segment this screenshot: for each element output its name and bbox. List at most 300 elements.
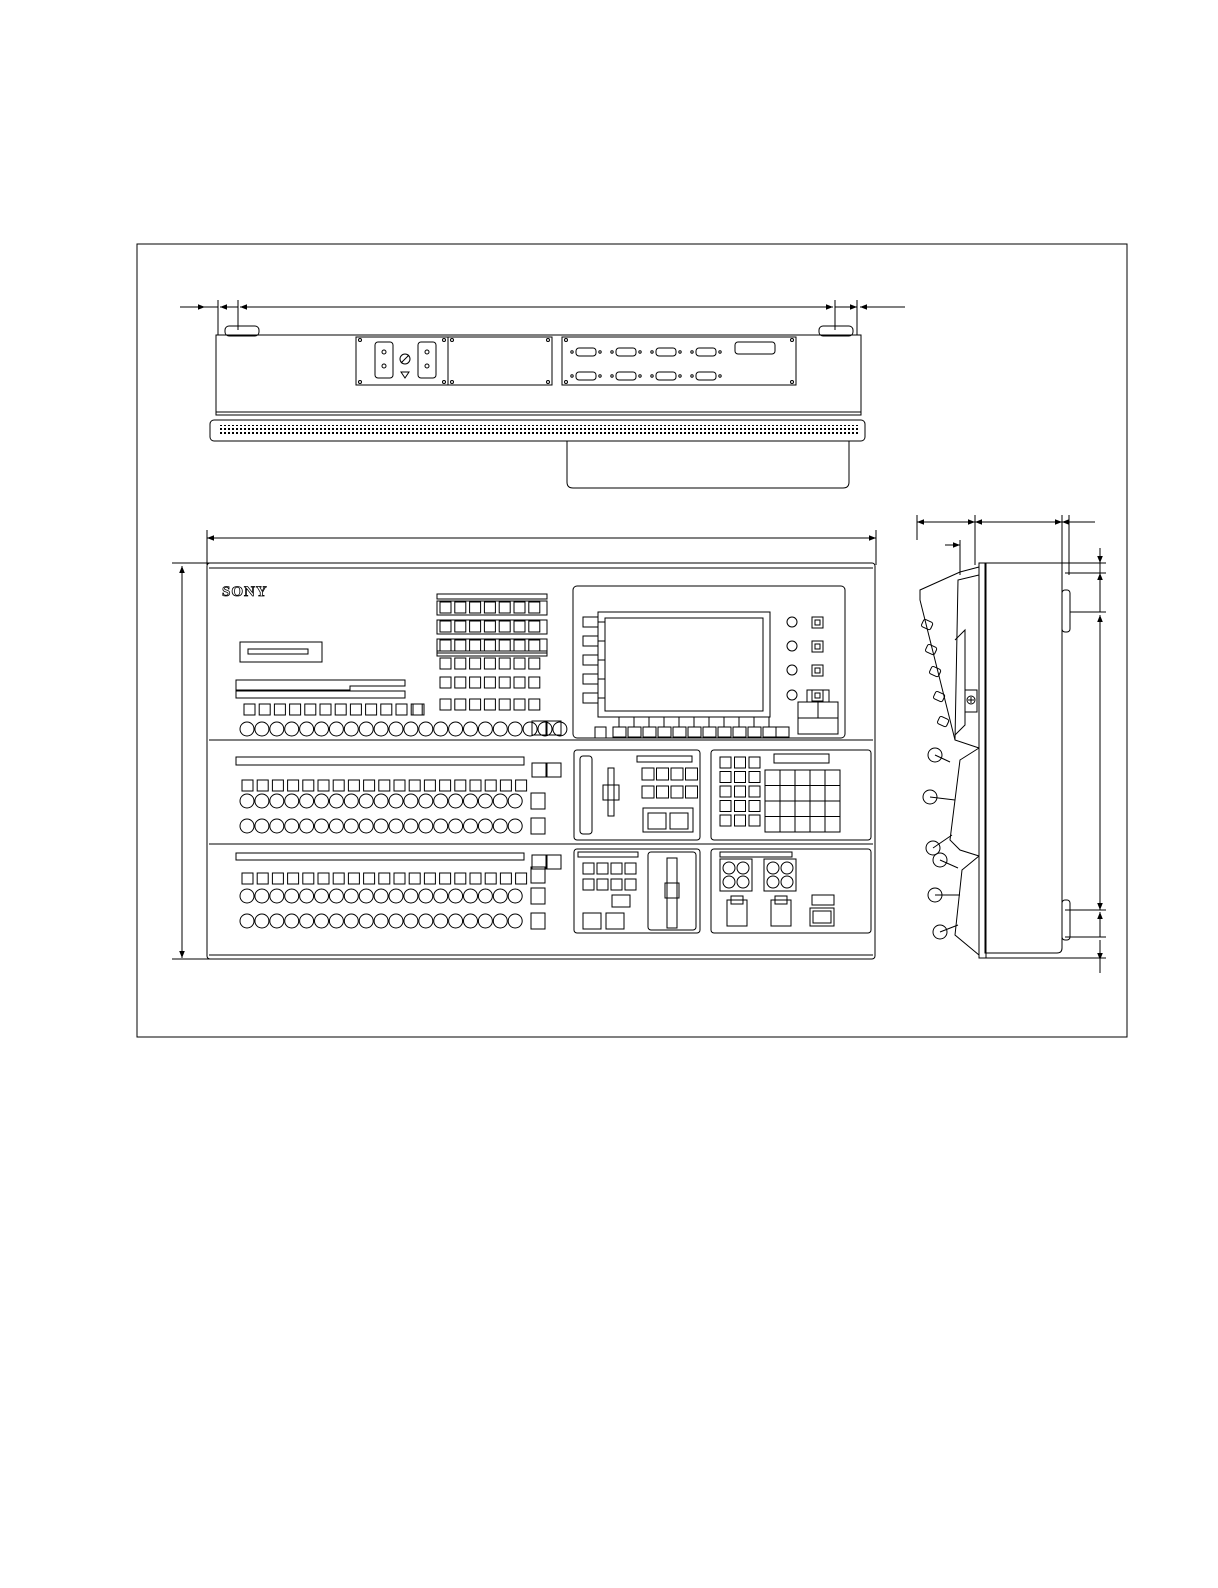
delegation-button xyxy=(424,780,435,791)
crosspoint-button xyxy=(270,722,284,736)
keyer-button xyxy=(455,677,466,688)
keyer-button xyxy=(470,602,481,613)
crosspoint-button xyxy=(300,794,314,808)
crosspoint-button xyxy=(389,722,403,736)
crosspoint-button xyxy=(464,722,478,736)
data-connector-panel xyxy=(562,337,796,385)
keyer-button xyxy=(499,621,510,632)
shift-button xyxy=(547,855,561,869)
crosspoint-button xyxy=(344,914,358,928)
transition-button xyxy=(611,879,622,890)
delegation-button xyxy=(320,704,331,715)
delegation-button xyxy=(500,780,511,791)
delegation-button xyxy=(333,780,344,791)
delegation-button xyxy=(272,780,283,791)
delegation-button xyxy=(396,704,407,715)
delegation-button xyxy=(409,873,420,884)
auto-trans-button xyxy=(670,813,688,829)
label-strip xyxy=(437,594,547,599)
crosspoint-button xyxy=(434,819,448,833)
menu-button xyxy=(812,617,823,628)
crosspoint-button xyxy=(315,722,329,736)
transition-button xyxy=(642,768,654,780)
softkey-button xyxy=(718,727,731,737)
delegation-button xyxy=(318,780,329,791)
transition-module-lower xyxy=(574,849,700,933)
keyer-button xyxy=(514,699,525,710)
delegation-button xyxy=(516,780,527,791)
keyer-button xyxy=(440,677,451,688)
rear-chassis xyxy=(216,335,861,415)
crosspoint-button xyxy=(404,819,418,833)
crosspoint-button xyxy=(449,819,463,833)
keyer-button xyxy=(529,658,540,669)
keyer-button xyxy=(440,621,451,632)
crosspoint-button xyxy=(449,889,463,903)
crosspoint-button xyxy=(359,722,373,736)
connector-screw xyxy=(719,375,721,377)
keyer-button xyxy=(499,602,510,613)
d-sub-connector xyxy=(696,372,716,380)
keyer-button xyxy=(484,677,495,688)
softkey-button xyxy=(643,727,656,737)
joystick-select-button xyxy=(723,876,735,888)
side-foot-bottom xyxy=(1062,900,1070,940)
crosspoint-button xyxy=(315,914,329,928)
menu-button-led xyxy=(815,644,820,649)
crosspoint-button xyxy=(374,722,388,736)
crosspoint-button xyxy=(419,819,433,833)
crosspoint-button xyxy=(240,889,254,903)
function-button xyxy=(735,801,746,812)
side-foot-top xyxy=(1062,590,1070,632)
crosspoint-button xyxy=(404,794,418,808)
delegation-button xyxy=(424,873,435,884)
delegation-button xyxy=(409,780,420,791)
transition-button xyxy=(657,768,669,780)
rear-width-dimension xyxy=(180,300,905,335)
brand-logo: SONY xyxy=(222,584,268,600)
transition-button xyxy=(625,863,636,874)
keyer-button xyxy=(514,602,525,613)
connector-screw xyxy=(691,351,693,353)
menu-button xyxy=(812,690,823,701)
function-button xyxy=(720,815,731,826)
transition-button xyxy=(642,786,654,798)
delegation-button xyxy=(274,704,285,715)
function-button xyxy=(749,772,760,783)
crosspoint-button xyxy=(404,889,418,903)
joystick-select-button xyxy=(737,876,749,888)
delegation-button xyxy=(350,704,361,715)
softkey-button xyxy=(628,727,641,737)
crosspoint-button xyxy=(374,914,388,928)
cut-button xyxy=(648,813,666,829)
crosspoint-button xyxy=(508,722,522,736)
d-sub-connector xyxy=(656,372,676,380)
joystick-select-button xyxy=(767,862,779,874)
delegation-button xyxy=(272,873,283,884)
crosspoint-button xyxy=(464,819,478,833)
transition-module-upper xyxy=(574,750,700,840)
connector-screw xyxy=(679,375,681,377)
keyer-button xyxy=(529,621,540,632)
transition-button xyxy=(597,863,608,874)
menu-button-led xyxy=(815,693,820,698)
joystick-select-button xyxy=(723,862,735,874)
menu-knob xyxy=(787,665,797,675)
keyer-button xyxy=(470,699,481,710)
crosspoint-button xyxy=(359,914,373,928)
function-button xyxy=(749,815,760,826)
crosspoint-button xyxy=(285,794,299,808)
connector-screw xyxy=(719,351,721,353)
crosspoint-button xyxy=(300,889,314,903)
crosspoint-button xyxy=(419,889,433,903)
crosspoint-button xyxy=(404,914,418,928)
menu-knob xyxy=(787,617,797,627)
connector-screw xyxy=(691,375,693,377)
lever-shaft xyxy=(930,797,955,800)
delegation-button xyxy=(335,704,346,715)
delegation-button xyxy=(366,704,377,715)
keyer-button xyxy=(455,640,466,651)
delegation-button xyxy=(318,873,329,884)
transition-button xyxy=(583,879,594,890)
menu-side-button xyxy=(583,693,598,703)
keyer-button xyxy=(529,677,540,688)
crosspoint-button xyxy=(553,722,567,736)
connector-screw xyxy=(611,351,613,353)
crosspoint-button xyxy=(538,722,552,736)
menu-knob xyxy=(787,690,797,700)
crosspoint-button xyxy=(240,819,254,833)
transition-button xyxy=(671,768,683,780)
crosspoint-button xyxy=(374,889,388,903)
delegation-button xyxy=(303,780,314,791)
transition-button xyxy=(671,786,683,798)
delegation-button xyxy=(455,873,466,884)
crosspoint-button xyxy=(270,914,284,928)
d-sub-connector xyxy=(616,372,636,380)
power-connector-panel xyxy=(356,337,552,385)
softkey-button xyxy=(688,727,701,737)
crosspoint-button xyxy=(478,914,492,928)
crosspoint-button xyxy=(285,889,299,903)
crosspoint-button xyxy=(464,889,478,903)
menu-side-button xyxy=(583,674,598,684)
crosspoint-button xyxy=(374,819,388,833)
transition-button xyxy=(612,895,630,907)
side-chassis xyxy=(985,563,1062,953)
menu-button xyxy=(812,641,823,652)
connector-screw xyxy=(611,375,613,377)
crosspoint-button xyxy=(434,889,448,903)
function-button xyxy=(720,801,731,812)
lcd-display xyxy=(598,612,770,717)
crosspoint-button xyxy=(240,722,254,736)
crosspoint-button xyxy=(329,914,343,928)
crosspoint-button xyxy=(493,722,507,736)
delegation-button xyxy=(379,780,390,791)
shift-button xyxy=(532,763,546,777)
transition-button xyxy=(583,863,594,874)
delegation-button xyxy=(244,704,255,715)
crosspoint-button xyxy=(329,819,343,833)
crosspoint-button xyxy=(434,914,448,928)
delegation-button xyxy=(303,873,314,884)
crosspoint-button xyxy=(240,794,254,808)
crosspoint-button xyxy=(344,794,358,808)
delegation-button xyxy=(288,873,299,884)
joystick-select-button xyxy=(781,862,793,874)
crosspoint-button xyxy=(240,914,254,928)
keyer-button xyxy=(514,658,525,669)
crosspoint-button xyxy=(449,914,463,928)
delegation-button xyxy=(242,780,253,791)
cut-button xyxy=(583,913,601,929)
d-sub-connector xyxy=(576,348,596,356)
crosspoint-button xyxy=(434,722,448,736)
crosspoint-button xyxy=(255,794,269,808)
crosspoint-button xyxy=(523,722,537,736)
crosspoint-button xyxy=(285,819,299,833)
function-button xyxy=(720,772,731,783)
crosspoint-button xyxy=(493,819,507,833)
side-knob xyxy=(929,666,941,677)
crosspoint-button xyxy=(300,914,314,928)
crosspoint-button xyxy=(389,889,403,903)
keyer-button xyxy=(470,677,481,688)
bus-button xyxy=(531,888,545,904)
menu-side-button xyxy=(583,636,598,646)
keyer-button xyxy=(455,621,466,632)
keyer-button xyxy=(440,640,451,651)
delegation-button xyxy=(455,780,466,791)
connector-screw xyxy=(651,375,653,377)
d-sub-connector xyxy=(696,348,716,356)
joystick-select-button xyxy=(767,876,779,888)
crosspoint-button xyxy=(300,819,314,833)
bus-button xyxy=(531,818,545,834)
d-sub-connector xyxy=(656,348,676,356)
keyer-button xyxy=(484,602,495,613)
crosspoint-button xyxy=(270,889,284,903)
delegation-button xyxy=(333,873,344,884)
crosspoint-button xyxy=(493,914,507,928)
crosspoint-button xyxy=(389,914,403,928)
keyer-button xyxy=(470,640,481,651)
keyer-button xyxy=(514,640,525,651)
softkey-button xyxy=(673,727,686,737)
crosspoint-button xyxy=(493,794,507,808)
keyer-button xyxy=(470,621,481,632)
crosspoint-button xyxy=(359,819,373,833)
connector-screw xyxy=(599,375,601,377)
menu-bottom-button xyxy=(595,727,606,738)
crosspoint-button xyxy=(344,722,358,736)
delegation-button xyxy=(257,873,268,884)
connector-screw xyxy=(571,375,573,377)
keyer-button xyxy=(484,699,495,710)
keyer-button xyxy=(440,699,451,710)
softkey-button xyxy=(703,727,716,737)
crosspoint-button xyxy=(419,914,433,928)
keyer-button xyxy=(514,621,525,632)
menu-side-button xyxy=(583,655,598,665)
label-strip-top xyxy=(236,680,405,690)
keyer-button xyxy=(440,602,451,613)
softkey-button xyxy=(658,727,671,737)
crosspoint-button xyxy=(419,722,433,736)
delegation-button xyxy=(470,780,481,791)
connector-screw xyxy=(639,375,641,377)
crosspoint-button xyxy=(508,914,522,928)
bus-label-bar-2 xyxy=(236,853,524,860)
delegation-button xyxy=(500,873,511,884)
function-button xyxy=(735,772,746,783)
function-button xyxy=(735,786,746,797)
crosspoint-button xyxy=(315,889,329,903)
softkey-button xyxy=(763,727,776,737)
delegation-button xyxy=(242,873,253,884)
delegation-button xyxy=(470,873,481,884)
crosspoint-button xyxy=(493,889,507,903)
delegation-button xyxy=(305,704,316,715)
joystick-select-button xyxy=(781,876,793,888)
shift-button xyxy=(547,763,561,777)
crosspoint-button xyxy=(329,889,343,903)
keyer-button xyxy=(484,621,495,632)
keyer-button xyxy=(529,640,540,651)
lever-shaft xyxy=(935,755,950,762)
delegation-button xyxy=(364,780,375,791)
crosspoint-button xyxy=(300,722,314,736)
side-knob xyxy=(925,644,937,655)
crosspoint-button xyxy=(255,914,269,928)
crosspoint-button xyxy=(404,722,418,736)
crosspoint-button xyxy=(270,794,284,808)
keyer-button xyxy=(484,658,495,669)
keyer-button xyxy=(514,677,525,688)
crosspoint-button xyxy=(255,722,269,736)
keyer-button xyxy=(440,658,451,669)
transition-button xyxy=(657,786,669,798)
crosspoint-button xyxy=(344,819,358,833)
softkey-button xyxy=(613,727,626,737)
function-button xyxy=(735,757,746,768)
connector-screw xyxy=(639,351,641,353)
delegation-button xyxy=(290,704,301,715)
crosspoint-button xyxy=(315,794,329,808)
crosspoint-button xyxy=(359,889,373,903)
function-button xyxy=(720,757,731,768)
d-sub-connector xyxy=(616,348,636,356)
crosspoint-button xyxy=(344,889,358,903)
delegation-button xyxy=(440,780,451,791)
delegation-button xyxy=(379,873,390,884)
bus-button xyxy=(531,913,545,929)
menu-button-led xyxy=(815,620,820,625)
crosspoint-button xyxy=(449,722,463,736)
softkey-button xyxy=(733,727,746,737)
crosspoint-button xyxy=(508,889,522,903)
rear-view xyxy=(180,300,905,488)
side-view xyxy=(917,515,1106,973)
menu-button-led xyxy=(815,668,820,673)
crosspoint-button xyxy=(508,794,522,808)
front-view xyxy=(172,530,876,959)
keyer-button xyxy=(499,699,510,710)
crosspoint-button xyxy=(359,794,373,808)
crosspoint-button xyxy=(270,819,284,833)
delegation-button xyxy=(257,780,268,791)
delegation-button xyxy=(485,780,496,791)
crosspoint-button xyxy=(315,819,329,833)
delegation-button xyxy=(381,704,392,715)
delegation-button xyxy=(516,873,527,884)
crosspoint-button xyxy=(285,914,299,928)
crosspoint-button xyxy=(464,794,478,808)
connector-screw xyxy=(651,351,653,353)
side-knob xyxy=(921,619,933,630)
transition-button xyxy=(625,879,636,890)
crosspoint-button xyxy=(478,794,492,808)
transition-button xyxy=(686,768,698,780)
transition-button xyxy=(686,786,698,798)
delegation-button xyxy=(485,873,496,884)
function-button xyxy=(749,757,760,768)
floppy-drive xyxy=(240,642,322,662)
keyer-button xyxy=(499,677,510,688)
menu-bottom-button xyxy=(776,727,789,737)
bus-label-bar-1 xyxy=(236,757,524,765)
crosspoint-button xyxy=(329,722,343,736)
delegation-button xyxy=(364,873,375,884)
transition-button xyxy=(611,863,622,874)
crosspoint-button xyxy=(389,819,403,833)
keyer-button xyxy=(484,640,495,651)
menu-knob xyxy=(787,641,797,651)
rear-lower-tray xyxy=(567,441,849,488)
keyer-button xyxy=(455,658,466,669)
crosspoint-button xyxy=(478,889,492,903)
joystick-module xyxy=(711,849,871,933)
bus-button xyxy=(531,793,545,809)
softkey-button xyxy=(748,727,761,737)
delegation-button xyxy=(394,780,405,791)
delegation-button xyxy=(288,780,299,791)
crosspoint-button xyxy=(374,794,388,808)
side-panel-profile xyxy=(920,567,979,748)
keyer-button xyxy=(529,699,540,710)
keyer-button xyxy=(455,602,466,613)
connector-screw xyxy=(571,351,573,353)
crosspoint-button xyxy=(389,794,403,808)
joystick-select-button xyxy=(737,862,749,874)
function-button xyxy=(749,801,760,812)
side-knob xyxy=(937,716,949,727)
delegation-button xyxy=(348,780,359,791)
function-button xyxy=(749,786,760,797)
d-sub-connector xyxy=(576,372,596,380)
keyer-button xyxy=(455,699,466,710)
crosspoint-button xyxy=(478,722,492,736)
crosspoint-button xyxy=(508,819,522,833)
transition-button xyxy=(597,879,608,890)
menu-panel xyxy=(573,586,845,738)
menu-side-button xyxy=(583,617,598,627)
